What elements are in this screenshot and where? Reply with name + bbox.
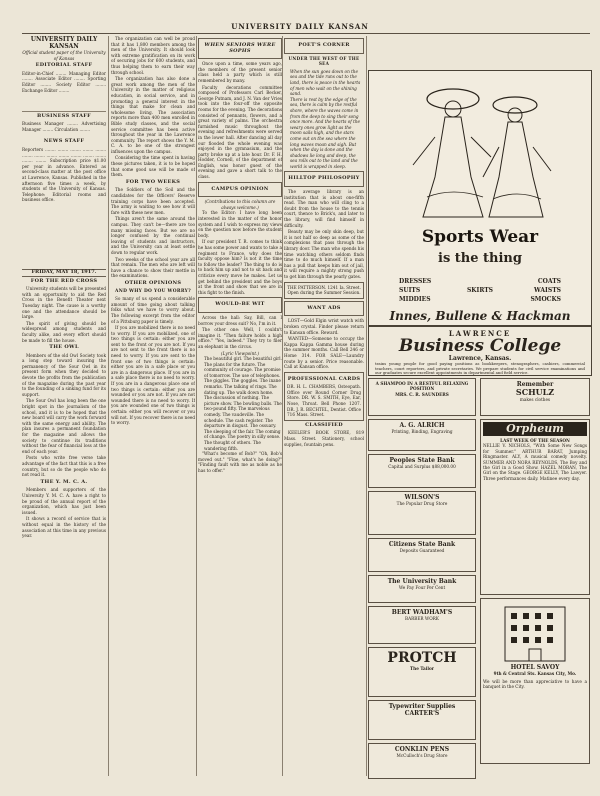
hotel-building-icon [485, 601, 585, 663]
editorial-text-2: Members of the old Owl Society took a long step toward insuring the permanency of the Sour Owl in its present form when they decided to devote the profits from the publication of the magazine during the past year to the founding of a sinking fund for its support. [22, 352, 106, 397]
and-why-heading: AND WHY DO YOU WORRY? [115, 288, 191, 294]
masthead-rule [22, 33, 590, 34]
hotel-sub: 9th & Central Sts. Kansas City, Mo. [493, 671, 577, 677]
business-college-title: Business College [398, 336, 562, 356]
fashion-illustration [383, 77, 577, 223]
col2-text-4: So many of us spend a considerable amount of time going about talking folks what we have to worry about. The following excerpt from the editor of a Pittsburg paper is timely. [111, 296, 195, 324]
bert-title: BERT WADHAM'S [391, 609, 453, 616]
alrich-sub: Printing, Binding, Engraving [391, 429, 453, 434]
wilsons-sub: The Popular Drug Store [396, 501, 448, 506]
sports-wear-title: Sports Wear [421, 227, 539, 247]
citizens-title: Citizens State Bank [388, 541, 456, 548]
sports-wear-subtitle: is the thing [438, 251, 522, 266]
remember-label: Remember [516, 381, 554, 388]
hilltop-box [284, 171, 364, 187]
sports-item: MIDDIES [399, 296, 431, 303]
university-bank-ad [368, 575, 476, 603]
sports-item: SMOCKS [530, 296, 561, 303]
sports-wear-ad [368, 70, 592, 326]
wilsons-ad [368, 491, 476, 535]
poem-text: When the sun goes down on the sea and the tide runs out to the land, there is peace in the hearts of men who wait on the shining sand. [290, 68, 361, 97]
column-1: UNIVERSITY DAILY KANSAN Official student paper of the University of Kansas EDITORIAL STAFF Editor-in-Chief ........ Managing Editor ........ Associate Editor ........ Sporting Editor ........ Society Editor ........ Exchange Editor ........ BUSINESS STAFF Business Manager ........ Advertising Manager ........ Circulation ........ NEWS STAFF Reporters ........ ........ ........ ........ ........ ........ ........ ........ ........ ........ ........ ........ ........ ........ Subscription price $1.00 per year in advance. Entered as second-class matter at the post office at Lawrence, Kansas. Published in the afternoon five times a week, by students of the University of Kansas. Telephone: Editorial rooms and business office. FRIDAY, MAY 18, 1917. FOR THE RED CROSS University students will be presented with an opportunity to aid the Red Cross in the Benefit Theater next Tuesday night. The cause is a worthy one and the attendance should be large. The spirit of giving should be widespread among students and faculty alike, and every effort should be made to fill the house. THE OWL Members of the old Owl Society took a long step toward insuring the permanency of the Sour Owl in its present form when they decided to devote the profits from the publication of the magazine during the past year to the founding of a sinking fund for its support. The Sour Owl has long been the one bright spot in the journalism of the school, and it is to be hoped that the new board will carry the work forward with the same energy and ability. The plan insures a permanent foundation for the magazine and allows the society to continue its traditions without the fear of financial loss at the end of each year. Posts who write free verse take advantage of the fact that this is a free country, but so do the people who do not read it. THE Y. M. C. A. Members and supporters of the University Y. M. C. A. have a right to be proud of the annual report of the organization, which has just been issued. It shows a record of service that is without equal in the history of the association at this time in any previous year. [22, 36, 106, 539]
seniors-box [198, 38, 282, 59]
would-be-wit-box [198, 297, 282, 313]
conklin-title: CONKLIN PENS [394, 746, 450, 753]
schulz-ad [480, 378, 590, 416]
sports-item: DRESSES [399, 278, 432, 285]
shampoo-ad [368, 378, 476, 416]
conklin-ad [368, 743, 476, 779]
masthead: UNIVERSITY DAILY KANSAN [231, 22, 369, 31]
schulz-title: SCHULZ [515, 387, 555, 397]
would-be-wit-heading: WOULD-BE WIT [215, 301, 265, 308]
lyric-list: The beautiful girl. The beautiful girl. The plans for the future. The community of courage. The promise of tomorrow. The use of telephones. The giggles. The goggles. The inane remarks. The talking of rings. The dating up. The walk down home. The discussion of nothing. The picture show. The bowling balls. The two-pound fifty. The marvelous comedy. The vaudeville. The schedule. The cash register. The departure in disgust. The ossuary. The sleeping of the fair. The coming of change. The poetry in silly sense. The thought of others. The wandering fifth. [204, 356, 282, 451]
seniors-heading: WHEN SENIORS WERE SOPHS [204, 42, 276, 54]
campus-opinion-text: To the Editor: I have long been interested in the matter of the honor system and I wish to express my views on the question now before the student body. [198, 210, 282, 238]
professional-heading: PROFESSIONAL CARDS [287, 375, 361, 382]
orpheum-title: Orpheum [483, 422, 587, 436]
citizens-sub: Deposits Guaranteed [399, 548, 445, 553]
editorial-text-1: University students will be presented with an opportunity to aid the Red Cross in the Benefit Theater next Tuesday night. The cause is a worthy one and the attendance should be large. [22, 286, 106, 320]
nameplate: UNIVERSITY DAILY KANSAN [30, 36, 98, 50]
protch-ad [368, 647, 476, 697]
orpheum-ad: Orpheum LAST WEEK OF THE SEASON NELLIE V. NICHOLS, "With Some New Songs for Summer." ARTHUR BARAT, Jumping Ringmaster. ALY, A musical comedy novelty. SUMMER AND NORA REYNOLDS, The Boy and the Girl in a Good Show. HAZEL MORAN, The Girl on the Stage. GEORGE KELLY, The Lawyer. Three performances daily. Matinee every day. [480, 419, 590, 595]
want-ads-text: LOST—Gold Elgin wrist watch with broken crystal. Finder please return to Kansan office. Reward. [284, 318, 364, 335]
sports-item: COATS [537, 278, 561, 285]
peoples-title: Peoples State Bank [389, 457, 455, 464]
staff-list: Editor-in-Chief ........ Managing Editor ........ Associate Editor ........ Sporting Editor ........ Society Editor ........ Exchange Editor ........ [22, 71, 106, 112]
classified-heading: CLASSIFIED [305, 421, 343, 428]
business-staff-list: Business Manager ........ Advertising Manager ........ Circulation ........ [22, 121, 106, 132]
university-bank-sub: We Pay Four Per Cent [398, 585, 446, 590]
business-staff-heading: BUSINESS STAFF [36, 112, 91, 119]
column-3: WHEN SENIORS WERE SOPHS Once upon a time, some years ago, the members of the present senior class held a party which is still remembered by many. Faculty decorations committee composed of Professors Carl Becker, George Putnam, and J. N. Van der Vries took into the four-off the opposite rooms for the evening. The decorations consisted of pennants, flowers, and a great variety of palms. The orchestra furnished music throughout the evening and refreshments were served in the lower hall. After dancing all day our flooded the whole evening was enjoyed in the gymnasium, and the party broke up at a late hour. Dr. F. H. Hodder, Cornell, of the department of English, was honor guest of the evening and gave a short talk to the class. CAMPUS OPINION (Contributions to this column are always welcome.) To the Editor: I have long been interested in the matter of the honor system and I wish to express my views on the question now before the student body. If our president T. R. comes to think he has some power and wants to take a regiment to France, why does the faculty oppose him? Is not it the time to follow the leader? The thing to do is to back him up and not to sit back and criticize every move he makes. Let us get behind the president and the boys at the front and show that we are in this fight to the finish. WOULD-BE WIT Across the hall: Say, Bill, can I borrow your dress suit? No, I'm in it. The other one: Well, I couldn't imagine it. "Then failure holds a high office." "Yes, indeed." They try to filer an elephant in the circus. (Lyric Viewpoint.) The beautiful girl. The beautiful girl. The plans for the future. The community of courage. The promise of tomorrow. The use of telephones. The giggles. The goggles. The inane remarks. The talking of rings. The dating up. The walk down home. The discussion of nothing. The picture show. The bowling balls. The two-pound fifty. The marvelous comedy. The vaudeville. The schedule. The cash register. The departure in disgust. The ossuary. The sleeping of the fair. The coming of change. The poetry in silly sense. The thought of others. The wandering fifth. "What's become of Bob?" "Oh, Bob's moved out." "Fine, what's he doing?" "Finding fault with me as noble as he has to offer." [198, 36, 282, 776]
wit-text: Across the hall: Say, Bill, can I borrow your dress suit? No, I'm in it. [198, 314, 282, 326]
professional-box: PROFESSIONAL CARDS DR. H. L. CHAMBERS, Osteopath. Office over Round Corner Drug Store. DR. W. S. SMITH, Eye, Ear, Nose, Throat. Bell Phone 1207. DR. J. R. BECHTEL, Dentist. Office 716 Mass. Street. [284, 372, 364, 421]
hotel-savoy-ad [480, 598, 590, 764]
bert-wadham-ad [368, 606, 476, 644]
campus-opinion-sub: (Contributions to this column are always welcome.) [204, 199, 276, 210]
col2-text-3: The Soldiers of the Soil and the candidates for the Officers' Reserve training corps have been accepted. The army is waiting to see how it will fare with these new men. [111, 187, 195, 215]
shampoo-title: A SHAMPOO IN A RESTFUL RELAXING POSITION [375, 381, 469, 392]
poets-corner-heading: POET'S CORNER [298, 42, 350, 48]
lawrence-kansas: Lawrence, Kansas. [448, 355, 512, 362]
lawrence-label: LAWRENCE [448, 329, 512, 338]
poets-corner-box [284, 38, 364, 54]
hilltop-heading: HILLTOP PHILOSOPHY [288, 175, 360, 182]
university-bank-title: The University Bank [387, 578, 457, 585]
carters-title: CARTER'S [404, 710, 440, 717]
for-two-weeks-heading: FOR TWO WEEKS [125, 178, 181, 185]
orpheum-sub: LAST WEEK OF THE SEASON [500, 438, 570, 443]
sports-wear-items [399, 277, 561, 304]
poem-title: UNDER THE WEST OF THE SEA [288, 55, 360, 67]
business-college-ad [368, 326, 592, 376]
peoples-sub: Capital and Surplus $88,000.00 [388, 464, 456, 469]
column-separator [366, 36, 367, 776]
ad-column-right [480, 378, 590, 767]
col2-text-2: Considering the time spent in having these pictures taken, it is to be hoped that some good use will be made of them. [111, 155, 195, 178]
business-college-text: trains young people for good paying positions as bookkeepers, stenographers, cashiers, commercial teachers, court reporters, and private secretaries. We prepare students for civil service examinations and our graduates secure excellent appointments in departmental and field service. [375, 361, 585, 376]
wilsons-title: WILSON'S [404, 494, 440, 501]
alrich-title: A. G. ALRICH [399, 422, 445, 429]
news-staff-list: Reporters ........ ........ ........ ........ ........ ........ ........ ........ ........ ........ ........ ........ ........ ........ Subscription price $1.00 per year in advance. Entered as second-class matter at the post office at Lawrence, Kansas. Published in the afternoon five times a week, by students of the University of Kansas. Telephone: Editorial rooms and business office. [22, 146, 106, 203]
want-ads-box [284, 301, 364, 317]
want-ads-heading: WANT ADS [307, 304, 341, 311]
ad-column-left [368, 378, 476, 782]
column-4: POET'S CORNER UNDER THE WEST OF THE SEA When the sun goes down on the sea and the tide runs out to the land, there is peace in the hearts of men who wait on the shining sand. There is rest by the edge of the sea, there is calm by the restful shore, where the waves come in from the deep to sing their song once more. And the hearts of the weary ones grow light as the moon sails high, and the stars come out on the sea where the long waves moan and sigh. But when the day is done and the shadows lie long and deep, the sea rolls out to the land and the world is wrapped in sleep. HILLTOP PHILOSOPHY The average library is an institution that is about one-fifth read. The man who will cling to a doubt from the house to the tennis court, thence to Brick's, and later to the library, will find himself in difficulty. Beauty may be only skin deep, but it is not half so deep as some of the complexions that pass through the library door. The man who spends his time watching others seldom finds time to do much himself. If a man has a pull that keeps him out of jail, it will require a mighty strong push to get him through the pearly gates. THE PATTERSON. 1241 Ia. Street. Open during the Summer Session. WANT ADS LOST—Gold Elgin wrist watch with broken crystal. Finder please return to Kansan office. Reward. WANTED—Someone to occupy the Kappa Kappa Gamma house during the summer months. Call Bell 246 or Home 314. FOR SALE—Laundry route by a senior. Price reasonable. Call at Kansan office. PROFESSIONAL CARDS DR. H. L. CHAMBERS, Osteopath. Office over Round Corner Drug Store. DR. W. S. SMITH, Eye, Ear, Nose, Throat. Bell Phone 1207. DR. J. R. BECHTEL, Dentist. Office 716 Mass. Street. CLASSIFIED KEELER'S BOOK STORE, 819 Mass. Street. Stationery, school supplies, fountain pens. [284, 36, 364, 776]
carters-ad [368, 700, 476, 740]
hotel-text: We will be more than appreciative to have a banquet in the City. [483, 678, 587, 690]
other-opinions-heading: OTHER OPINIONS [124, 279, 182, 286]
editorial-title-1: FOR THE RED CROSS [30, 277, 98, 284]
editorial-text-3: Members and supporters of the University Y. M. C. A. have a right to be proud of the annual report of the organization, which has just been issued. [22, 487, 106, 515]
sports-item: SUITS [399, 287, 421, 294]
date-line: FRIDAY, MAY 18, 1917. [22, 269, 106, 277]
store-signature: Innes, Bullene & Hackman [389, 309, 571, 323]
column-2: The organization can well be proud that it has 1,800 members among the men of the University. It should look with extreme gratification on its work of securing jobs for 600 students, and thus helping them to earn their way through school. The organization has also done a great work among the men of the University in the matter of religious education, in social service, and in promoting a general interest in the things that make for clean and wholesome living. The association reports more than 400 men enrolled in Bible study classes, and the social service committee has been active throughout the year in the Lawrence community. The report shows the Y. M. C. A. to be one of the strongest influences upon the campus. Considering the time spent in having these pictures taken, it is to be hoped that some good use will be made of them. FOR TWO WEEKS The Soldiers of the Soil and the candidates for the Officers' Reserve training corps have been accepted. The army is waiting to see how it will fare with these new men. Things aren't the same around the campus. They can't be—there are too many missing faces. But we are no longer confused by the continual leaving of students and instructors, and the University can at least settle down to regular work. Two weeks of the school year are all that remain. The men who are left will have a chance to show their mettle in the examinations. OTHER OPINIONS AND WHY DO YOU WORRY? So many of us spend a considerable amount of time going about talking folks what we have to worry about. The following excerpt from the editor of a Pittsburg paper is timely. If you are mobilized there is no need to worry. If you are mobilized, one of two things is certain: either you are sent to the front or you are not. If you are not sent to the front there is no need to worry. If you are sent to the front one of two things is certain: either you are in a safe place or you are in a dangerous place. If you are in a safe place there is no need to worry. If you are in a dangerous place one of two things is certain: either you are wounded or you are not. If you are not wounded there is no need to worry. If you are wounded one of two things is certain: either you will recover or you will not. If you recover there is no need to worry. [111, 36, 195, 426]
sports-item: WAISTS [534, 287, 561, 294]
protch-title: PROTCH [387, 650, 457, 666]
mcculloch-title: McCulloch's Drug Store [396, 753, 448, 758]
col2-text-1: The organization can well be proud that it has 1,800 members among the men of the University. It should look with extreme gratification on its work of securing jobs for 600 students, and thus helping them to earn their way through school. [111, 36, 195, 75]
sports-item: SKIRTS [466, 287, 494, 294]
shampoo-name: MRS. C. R. SAUNDERS [395, 391, 449, 397]
patterson-ad: THE PATTERSON. 1241 Ia. Street. Open during the Summer Session. [284, 282, 364, 299]
campus-opinion-box [198, 182, 282, 198]
campus-opinion-heading: CAMPUS OPINION [211, 185, 269, 192]
column-separator [196, 36, 197, 776]
editorial-title-2: THE OWL [49, 344, 79, 351]
alrich-ad [368, 419, 476, 451]
editorial-title-3: THE Y. M. C. A. [40, 478, 88, 485]
citizens-bank-ad [368, 538, 476, 572]
official-line: Official student paper of the University of Kansas [22, 50, 106, 61]
peoples-bank-ad [368, 454, 476, 488]
editorial-staff-heading: EDITORIAL STAFF [35, 62, 93, 69]
hotel-title: HOTEL SAVOY [510, 664, 560, 672]
seniors-text: Once upon a time, some years ago, the members of the present senior class held a party which is still remembered by many. [198, 61, 282, 83]
hilltop-text: The average library is an institution that is about one-fifth read. The man who will cling to a doubt from the house to the tennis court, thence to Brick's, and later to the library, will find himself in difficulty. [284, 189, 364, 228]
typewriter-title: Typewriter Supplies [388, 703, 456, 710]
column-separator [108, 36, 109, 776]
column-separator [282, 36, 283, 776]
schulz-sub: makes clothes [519, 397, 551, 402]
protch-sub: The Tailor [410, 666, 434, 671]
news-staff-heading: NEWS STAFF [43, 138, 85, 145]
bert-sub: BARBER WORK [405, 616, 439, 621]
